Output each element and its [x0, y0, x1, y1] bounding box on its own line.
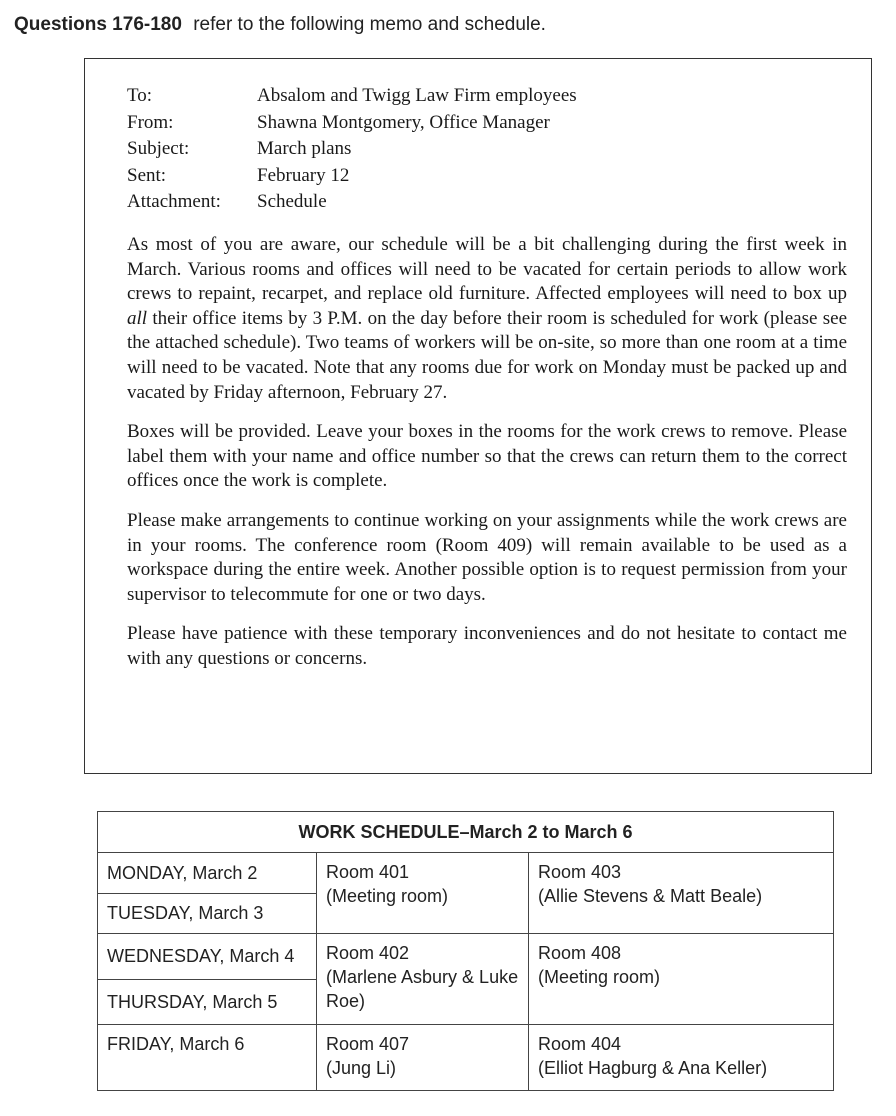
work-schedule-table — [97, 811, 834, 1091]
room-number: Room 401 — [326, 861, 410, 882]
team-b-cell — [529, 852, 834, 934]
memo-paragraph-2: Boxes will be provided. Leave your boxes in the rooms for the work crews to remove. Please label them with your name and office number so that the crews can return them to the correct offices once the work is complete. — [127, 421, 847, 492]
header-label: Sent: — [127, 164, 167, 186]
room-occupant: (Jung Li) — [326, 1058, 397, 1079]
memo-header-attachment — [127, 189, 577, 216]
header-value: March plans — [257, 138, 352, 159]
memo-paragraph-4: Please have patience with these temporary inconveniences and do not hesitate to contact me with any questions or concerns. — [127, 623, 847, 669]
memo-paragraph-3: Please make arrangements to continue working on your assignments while the work crews are in your rooms. The conference room (Room 409) will remain available to be used as a workspace during the entire week. Another possible option is to request permission from your supervisor to telecommute for one or two days. — [127, 509, 847, 605]
memo-headers — [127, 83, 577, 216]
room-occupant: (Elliot Hagburg & Ana Keller) — [538, 1058, 768, 1079]
day-cell: FRIDAY, March 6 — [98, 1025, 317, 1091]
room-occupant: (Meeting room) — [538, 967, 661, 988]
question-intro — [14, 14, 546, 36]
question-range: Questions 176-180 — [14, 14, 182, 35]
memo-box — [84, 58, 872, 774]
team-b-cell — [529, 1025, 834, 1091]
day-cell: MONDAY, March 2 — [98, 852, 317, 893]
header-label: Subject: — [127, 138, 190, 159]
memo-header-to — [127, 83, 577, 110]
header-value: Schedule — [257, 191, 327, 212]
room-occupant: (Marlene Asbury & Luke Roe) — [326, 967, 519, 1012]
day-cell: THURSDAY, March 5 — [98, 979, 317, 1024]
room-number: Room 403 — [538, 861, 622, 882]
schedule-title-row — [98, 812, 834, 853]
header-label: To: — [127, 85, 153, 106]
memo-body — [127, 233, 847, 687]
team-b-cell — [529, 934, 834, 1025]
p1-text-before: As most of you are aware, our schedule will be a bit challenging during the first week in March. Various rooms and offices will need to be vacated for certain periods to allow work crews to repaint, recarpet, and replace old furniture. Affected employees will need to box up — [127, 234, 847, 305]
p1-emphasis: all — [127, 307, 148, 329]
table-row — [98, 852, 834, 893]
room-number: Room 407 — [326, 1034, 410, 1055]
room-number: Room 402 — [326, 943, 410, 964]
header-value: Absalom and Twigg Law Firm employees — [257, 85, 577, 106]
room-number: Room 408 — [538, 943, 622, 964]
schedule-title: WORK SCHEDULE–March 2 to March 6 — [98, 812, 834, 853]
header-label: Attachment: — [127, 191, 221, 212]
p1-text-after: their office items by 3 P.M. on the day before their room is scheduled for work (please see the attached schedule). Two teams of workers will be on-site, so more than one room at a time will need to be vacated. Note that any rooms due for work on Monday must be packed up and vacated by Friday afternoon, February 27. — [127, 307, 848, 403]
team-a-cell — [317, 852, 529, 934]
intro-text: refer to the following memo and schedule. — [193, 14, 546, 35]
room-occupant: (Allie Stevens & Matt Beale) — [538, 885, 763, 906]
team-a-cell — [317, 934, 529, 1025]
day-cell: WEDNESDAY, March 4 — [98, 934, 317, 979]
room-occupant: (Meeting room) — [326, 885, 449, 906]
header-value: February 12 — [257, 164, 350, 186]
room-number: Room 404 — [538, 1034, 622, 1055]
header-value: Shawna Montgomery, Office Manager — [257, 111, 550, 133]
table-row — [98, 934, 834, 979]
table-row — [98, 1025, 834, 1091]
memo-header-sent — [127, 163, 577, 190]
day-cell: TUESDAY, March 3 — [98, 893, 317, 934]
memo-header-subject — [127, 136, 577, 163]
memo-header-from — [127, 110, 577, 137]
team-a-cell — [317, 1025, 529, 1091]
header-label: From: — [127, 111, 174, 133]
memo-paragraph-1 — [127, 233, 847, 405]
